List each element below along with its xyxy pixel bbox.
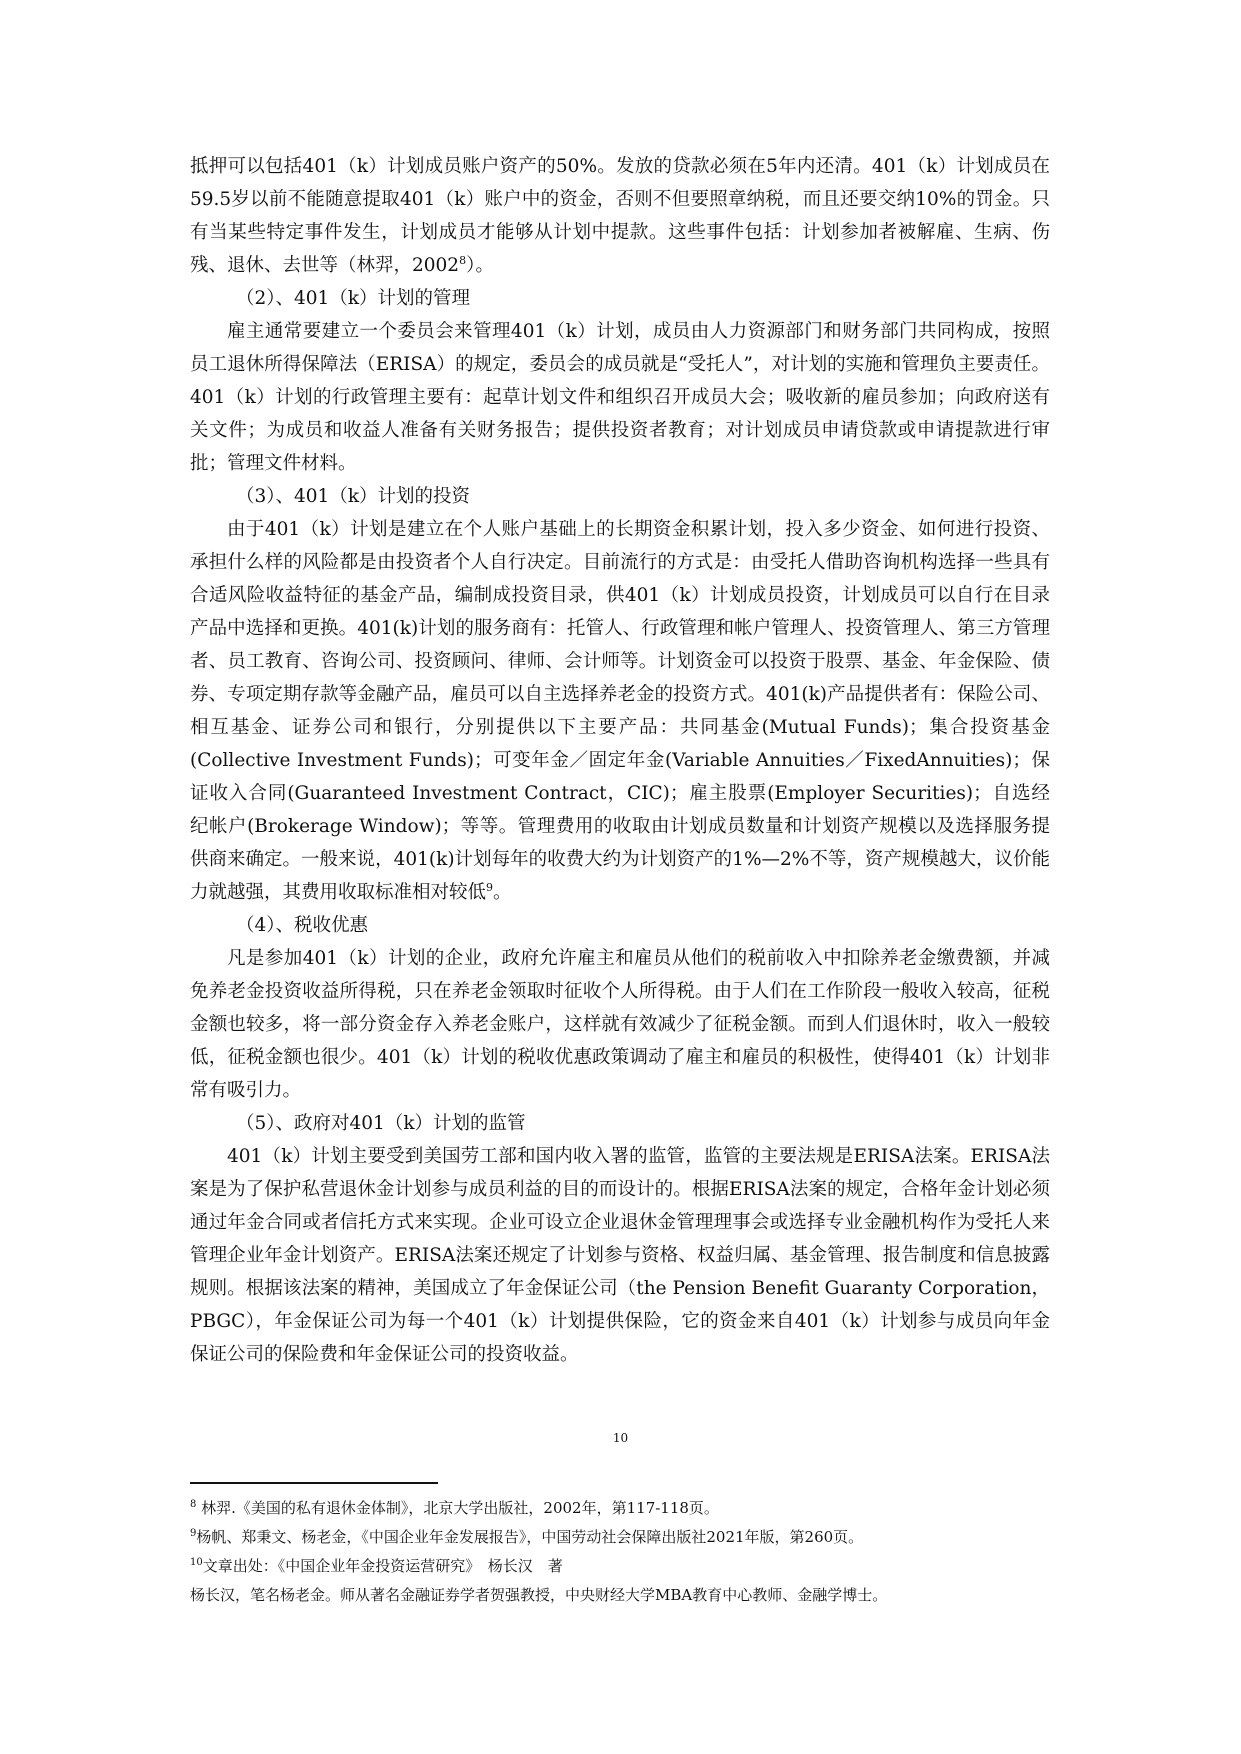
footnote-ref-8[interactable]: 8 [459, 253, 467, 267]
footnote-mark: 9 [190, 1528, 197, 1539]
section-heading-tax: （4）、税收优惠 [236, 915, 369, 936]
section-heading-management: （2）、401（k）计划的管理 [236, 288, 471, 309]
footnote-ref-9[interactable]: 9 [486, 880, 494, 894]
paragraph-investment: 由于401（k）计划是建立在个人账户基础上的长期资金积累计划，投入多少资金、如何进行投资、承担什么样的风险都是由投资者个人自行决定。目前流行的方式是：由受托人借助咨询机构选择一些具有合适风险收益特征的基金产品，编制成投资目录，供401（k）计划成员投资，计划成员可以自行在目录产品中选择和更换。401(k)计划的服务商有：托管人、行政管理和帐户管理人、投资管理人、第三方管理者、员工教育、咨询公司、投资顾问、律师、会计师等。计划资金可以投资于股票、基金、年金保险、债券、专项定期存款等金融产品，雇员可以自主选择养老金的投资方式。401(k)产品提供者有：保险公司、相互基金、证券公司和银行，分别提供以下主要产品：共同基金(Mutual Funds)；集合投资基金(Collective Investment Funds)；可变年金／固定年金(Variable Annuities／FixedAnnuities)；保证收入合同(Guaranteed Investment Contract，CIC)；雇主股票(Employer Securities)；自选经纪帐户(Brokerage Window)；等等。管理费用的收取由计划成员数量和计划资产规模以及选择服务提供商来确定。一般来说，401(k)计划每年的收费大约为计划资产的1%—2%不等，资产规模越大，议价能力就越强，其费用收取标准相对较低$^9$。 [190, 519, 1050, 903]
section-heading-regulation: （5）、政府对401（k）计划的监管 [236, 1113, 526, 1134]
footnote-9: $^9$杨帆、郑秉文、杨老金，《中国企业年金发展报告》，中国劳动社会保障出版社2021年版，第260页。 [190, 1528, 864, 1546]
paragraph-loan-withdrawal: 抵押可以包括401（k）计划成员账户资产的50%。发放的贷款必须在5年内还清。401（k）计划成员在59.5岁以前不能随意提取401（k）账户中的资金，否则不但要照章纳税，而且还要交纳10%的罚金。只有当某些特定事件发生，计划成员才能够从计划中提款。这些事件包括：计划参加者被解雇、生病、伤残、退休、去世等（林羿，2002$^8$）。 [190, 156, 1050, 276]
footnote-author-bio: 杨长汉，笔名杨老金。师从著名金融证券学者贺强教授，中央财经大学MBA教育中心教师、金融学博士。 [190, 1586, 888, 1604]
footnote-10: $^{10}$文章出处：《中国企业年金投资运营研究》 杨长汉 著 [190, 1557, 563, 1575]
paragraph-tax: 凡是参加401（k）计划的企业，政府允许雇主和雇员从他们的税前收入中扣除养老金缴费额，并减免养老金投资收益所得税，只在养老金领取时征收个人所得税。由于人们在工作阶段一般收入较高，征税金额也较多，将一部分资金存入养老金账户，这样就有效减少了征税金额。而到人们退休时，收入一般较低，征税金额也很少。401（k）计划的税收优惠政策调动了雇主和雇员的积极性，使得401（k）计划非常有吸引力。 [190, 948, 1050, 1101]
section-heading-investment: （3）、401（k）计划的投资 [236, 486, 471, 507]
footnote-8: $^8$ 林羿.《美国的私有退休金体制》，北京大学出版社，2002年，第117-118页。 [190, 1499, 719, 1517]
footnote-mark: 10 [190, 1557, 203, 1568]
paragraph-regulation: 401（k）计划主要受到美国劳工部和国内收入署的监管，监管的主要法规是ERISA法案。ERISA法案是为了保护私营退休金计划参与成员利益的目的而设计的。根据ERISA法案的规定，合格年金计划必须通过年金合同或者信托方式来实现。企业可设立企业退休金管理理事会或选择专业金融机构作为受托人来管理企业年金计划资产。ERISA法案还规定了计划参与资格、权益归属、基金管理、报告制度和信息披露规则。根据该法案的精神，美国成立了年金保证公司（the Pension Benefit Guaranty Corporation，PBGC），年金保证公司为每一个401（k）计划提供保险，它的资金来自401（k）计划参与成员向年金保证公司的保险费和年金保证公司的投资收益。 [190, 1146, 1050, 1365]
footnote-separator [190, 1482, 438, 1484]
paragraph-management: 雇主通常要建立一个委员会来管理401（k）计划，成员由人力资源部门和财务部门共同构成，按照员工退休所得保障法（ERISA）的规定，委员会的成员就是“受托人”，对计划的实施和管理负主要责任。401（k）计划的行政管理主要有：起草计划文件和组织召开成员大会；吸收新的雇员参加；向政府送有关文件；为成员和收益人准备有关财务报告；提供投资者教育；对计划成员申请贷款或申请提款进行审批；管理文件材料。 [190, 321, 1050, 474]
page-body [190, 150, 1050, 1371]
footnote-mark: 8 [190, 1499, 197, 1510]
page-number: 10 [612, 1431, 629, 1445]
footnotes [190, 1494, 1060, 1610]
